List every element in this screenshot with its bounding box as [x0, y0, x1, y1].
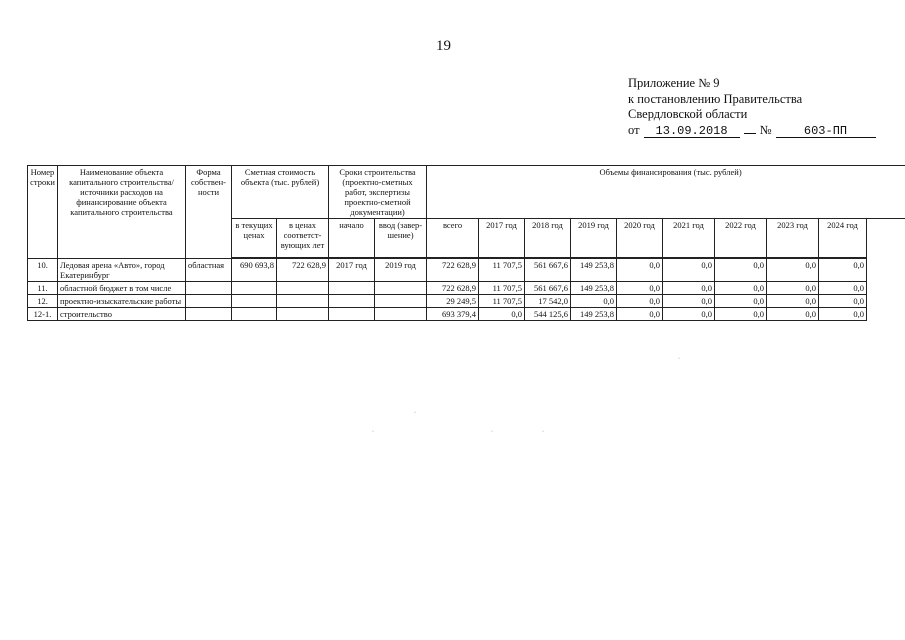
ownership-cell: областная — [186, 258, 232, 281]
relevant-prices-cell — [277, 281, 329, 294]
total-cell: 722 628,9 — [427, 258, 479, 281]
total-cell: 29 249,5 — [427, 294, 479, 307]
year-2023-cell: 0,0 — [767, 258, 819, 281]
start-year-cell — [329, 294, 375, 307]
header-current-prices: в текущих ценах — [232, 219, 277, 259]
row-number-cell: 10. — [28, 258, 58, 281]
ownership-cell — [186, 294, 232, 307]
year-2017-cell: 11 707,5 — [479, 294, 525, 307]
header-estimated-cost: Сметная стоимость объекта (тыс. рублей) — [232, 166, 329, 219]
current-prices-cell: 690 693,8 — [232, 258, 277, 281]
year-2020-cell: 0,0 — [617, 258, 663, 281]
number-prefix: № — [759, 122, 772, 137]
page-number: 19 — [436, 38, 451, 54]
header-year-2022: 2022 год — [715, 219, 767, 259]
scan-speck: · — [542, 429, 544, 435]
ownership-cell — [186, 307, 232, 320]
appendix-block — [628, 76, 876, 138]
year-2018-cell: 17 542,0 — [525, 294, 571, 307]
year-2019-cell: 149 253,8 — [571, 281, 617, 294]
current-prices-cell — [232, 294, 277, 307]
year-2024-cell: 0,0 — [819, 281, 867, 294]
start-year-cell — [329, 307, 375, 320]
header-row-number: Номер строки — [28, 166, 58, 259]
header-ownership: Форма собствен-ности — [186, 166, 232, 259]
ownership-cell — [186, 281, 232, 294]
header-total: всего — [427, 219, 479, 259]
start-year-cell: 2017 год — [329, 258, 375, 281]
year-2021-cell: 0,0 — [663, 307, 715, 320]
row-number-cell: 12. — [28, 294, 58, 307]
date-gap-line — [744, 133, 756, 134]
year-2019-cell: 149 253,8 — [571, 307, 617, 320]
appendix-line-3: Свердловской области — [628, 107, 748, 121]
header-funding-volume: Объемы финансирования (тыс. рублей) — [427, 166, 905, 219]
scan-speck: · — [414, 410, 416, 416]
header-year-2024: 2024 год — [819, 219, 867, 259]
header-year-2017: 2017 год — [479, 219, 525, 259]
year-2019-cell: 149 253,8 — [571, 258, 617, 281]
object-name-cell: Ледовая арена «Авто», город Екатеринбург — [58, 258, 186, 281]
year-2018-cell: 544 125,6 — [525, 307, 571, 320]
financing-table — [27, 165, 905, 321]
total-cell: 693 379,4 — [427, 307, 479, 320]
table-row — [28, 294, 905, 307]
year-2023-cell: 0,0 — [767, 307, 819, 320]
appendix-title: Приложение № 9 — [628, 76, 720, 90]
year-2023-cell: 0,0 — [767, 281, 819, 294]
date-prefix: от — [628, 122, 640, 137]
table-body — [28, 258, 905, 320]
current-prices-cell — [232, 307, 277, 320]
table-row — [28, 307, 905, 320]
year-2019-cell: 0,0 — [571, 294, 617, 307]
completion-year-cell — [375, 281, 427, 294]
year-2017-cell: 0,0 — [479, 307, 525, 320]
header-year-2020: 2020 год — [617, 219, 663, 259]
year-2021-cell: 0,0 — [663, 258, 715, 281]
header-year-2023: 2023 год — [767, 219, 819, 259]
header-year-2019: 2019 год — [571, 219, 617, 259]
appendix-line-2: к постановлению Правительства — [628, 91, 803, 106]
completion-year-cell — [375, 294, 427, 307]
object-name-cell: проектно-изыскательские работы — [58, 294, 186, 307]
table-row — [28, 281, 905, 294]
header-year-2021: 2021 год — [663, 219, 715, 259]
completion-year-cell: 2019 год — [375, 258, 427, 281]
year-2022-cell: 0,0 — [715, 294, 767, 307]
header-relevant-prices: в ценах соответст-вующих лет — [277, 219, 329, 259]
header-year-2018: 2018 год — [525, 219, 571, 259]
header-start: начало — [329, 219, 375, 259]
year-2022-cell: 0,0 — [715, 307, 767, 320]
total-cell: 722 628,9 — [427, 281, 479, 294]
appendix-date-line — [628, 123, 876, 139]
header-completion: ввод (завер-шение) — [375, 219, 427, 259]
year-2021-cell: 0,0 — [663, 281, 715, 294]
decree-number: 603-ПП — [776, 125, 876, 138]
relevant-prices-cell: 722 628,9 — [277, 258, 329, 281]
completion-year-cell — [375, 307, 427, 320]
object-name-cell: областной бюджет в том числе — [58, 281, 186, 294]
row-number-cell: 11. — [28, 281, 58, 294]
year-2018-cell: 561 667,6 — [525, 258, 571, 281]
table-row — [28, 258, 905, 281]
relevant-prices-cell — [277, 307, 329, 320]
header-object-name: Наименование объекта капитального строительства/ источники расходов на финансирование объекта капитального строительства — [58, 166, 186, 259]
year-2021-cell: 0,0 — [663, 294, 715, 307]
scan-speck: · — [678, 356, 680, 362]
year-2017-cell: 11 707,5 — [479, 258, 525, 281]
scan-speck: · — [372, 429, 374, 435]
year-2024-cell: 0,0 — [819, 294, 867, 307]
year-2020-cell: 0,0 — [617, 307, 663, 320]
object-name-cell: строительство — [58, 307, 186, 320]
scan-speck: · — [491, 429, 493, 435]
header-construction-terms: Сроки строительства (проектно-сметных работ, экспертизы проектно-сметной документации) — [329, 166, 427, 219]
year-2020-cell: 0,0 — [617, 281, 663, 294]
decree-date: 13.09.2018 — [644, 125, 740, 138]
year-2018-cell: 561 667,6 — [525, 281, 571, 294]
start-year-cell — [329, 281, 375, 294]
year-2023-cell: 0,0 — [767, 294, 819, 307]
year-2020-cell: 0,0 — [617, 294, 663, 307]
year-2017-cell: 11 707,5 — [479, 281, 525, 294]
year-2022-cell: 0,0 — [715, 258, 767, 281]
year-2024-cell: 0,0 — [819, 258, 867, 281]
row-number-cell: 12-1. — [28, 307, 58, 320]
current-prices-cell — [232, 281, 277, 294]
year-2022-cell: 0,0 — [715, 281, 767, 294]
relevant-prices-cell — [277, 294, 329, 307]
year-2024-cell: 0,0 — [819, 307, 867, 320]
